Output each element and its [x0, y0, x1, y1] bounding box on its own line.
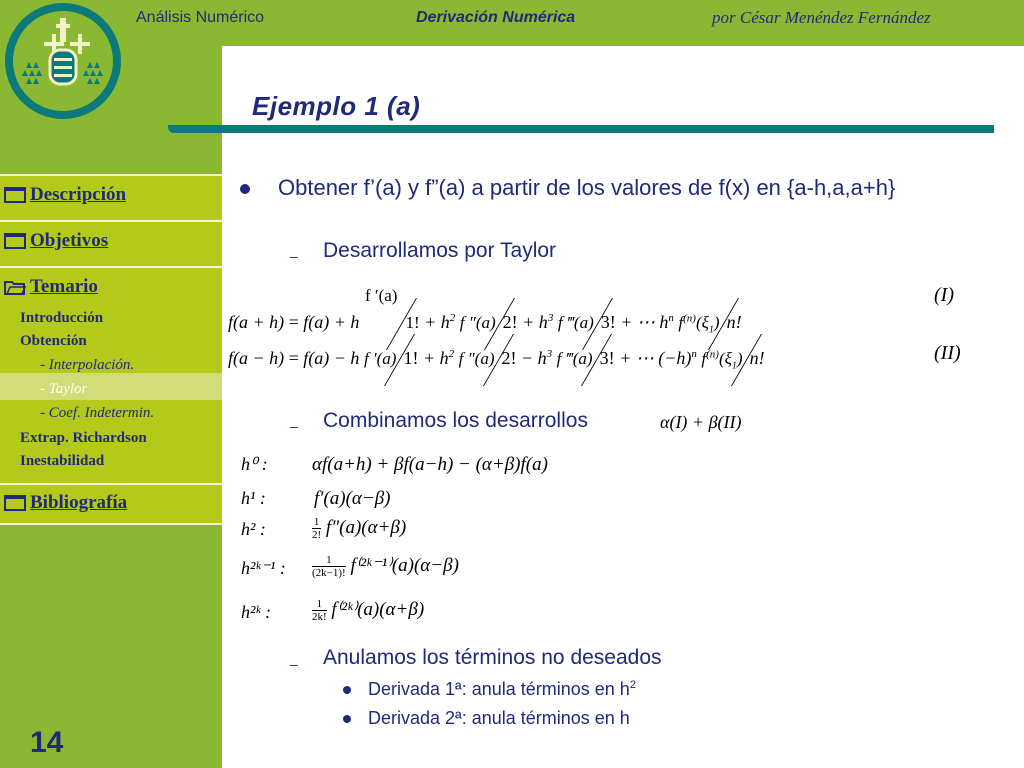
derivada-1-superscript: 2	[629, 679, 636, 691]
title-underline	[168, 125, 994, 133]
slide-box-icon	[4, 233, 26, 249]
equation-taylor-plus: f(a + h) = f(a) + h f ′(a) 1! + $h^2$ f ″(a) 2! + $h^3$ f ‴(a) 3! + ⋯ $h^n$ $f^{(n)}(\xi_1)$ n!	[228, 268, 742, 380]
coef-h0-value: αf(a+h) + βf(a−h) − (α+β)f(a)	[312, 454, 548, 475]
equation-label-i: (I)	[934, 284, 954, 306]
temario-taylor[interactable]: - Taylor	[40, 381, 88, 397]
slide-box-icon	[4, 187, 26, 203]
bullet-main	[240, 174, 985, 201]
slide-title: Ejemplo 1 (a)	[252, 91, 421, 121]
equation-combination: α(I) + β(II)	[660, 412, 742, 432]
dash-icon: –	[290, 418, 298, 434]
derivada-2-text: Derivada 2ª: anula términos en h	[368, 708, 630, 728]
menu-item-label: Bibliografía	[30, 492, 128, 513]
menu-item-descripcion[interactable]	[4, 184, 126, 206]
dash-icon: –	[290, 656, 298, 672]
topic-title: Derivación Numérica	[416, 9, 576, 26]
derivada-1-text: Derivada 1ª: anula términos en h	[368, 679, 630, 699]
bullet-icon	[240, 184, 250, 194]
coef-h1-label: h¹ :	[241, 488, 266, 508]
coef-h0-label: h⁰ :	[241, 454, 268, 474]
menu-item-bibliografia[interactable]	[4, 492, 127, 514]
temario-extrap-richardson[interactable]: Extrap. Richardson	[20, 430, 147, 446]
menu-divider	[0, 266, 222, 268]
menu-divider	[0, 220, 222, 222]
page-number: 14	[30, 726, 64, 759]
author-credit: por César Menéndez Fernández	[712, 8, 931, 27]
subbullet-anulamos: Anulamos los términos no deseados	[323, 646, 662, 669]
coef-h2-label: h² :	[241, 519, 266, 539]
coef-h2-row: $\frac{1}{2!}$ f″(a)(α+β)	[312, 516, 407, 541]
coef-h2k1-value: f⁽²ᵏ⁻¹⁾(a)(α−β)	[350, 555, 459, 576]
bullet-icon	[343, 715, 351, 723]
subbullet-taylor: Desarrollamos por Taylor	[323, 239, 557, 262]
course-title: Análisis Numérico	[136, 9, 265, 26]
subbullet-combinamos: Combinamos los desarrollos	[323, 409, 588, 432]
equation-label-ii: (II)	[934, 342, 961, 364]
menu-divider	[0, 523, 222, 525]
coef-h2k1-row: $\frac{1}{(2k-1)!}$ f⁽²ᵏ⁻¹⁾(a)(α−β)	[312, 554, 459, 580]
open-folder-icon	[4, 279, 26, 295]
temario-inestabilidad[interactable]: Inestabilidad	[20, 453, 105, 469]
menu-item-objetivos[interactable]	[4, 230, 108, 252]
slide-box-icon	[4, 495, 26, 511]
temario-coef-indetermin[interactable]: - Coef. Indetermin.	[40, 405, 155, 421]
bullet-text: Obtener f’(a) y f”(a) a partir de los valores de f(x) en {a-h,a,a+h}	[278, 175, 896, 200]
coef-h2k-row: $\frac{1}{2k!}$ f⁽²ᵏ⁾(a)(α+β)	[312, 598, 425, 624]
menu-divider	[0, 483, 222, 485]
menu-item-label: Temario	[30, 276, 98, 297]
coef-h2k-label: h²ᵏ :	[241, 602, 271, 622]
menu-item-label: Descripción	[30, 184, 127, 205]
temario-interpolacion[interactable]: - Interpolación.	[40, 357, 135, 373]
menu-divider	[0, 174, 222, 176]
temario-obtencion[interactable]: Obtención	[20, 333, 87, 349]
menu-item-label: Objetivos	[30, 230, 109, 251]
derivada-1-item	[368, 679, 636, 700]
coef-h2k1-label: h²ᵏ⁻¹ :	[241, 558, 286, 578]
menu-item-temario[interactable]	[4, 276, 98, 298]
coef-h2k-value: f⁽²ᵏ⁾(a)(α+β)	[331, 599, 425, 620]
menu-highlight	[0, 373, 222, 400]
university-seal-logo	[4, 2, 122, 120]
coef-h2-value: f″(a)(α+β)	[325, 516, 407, 538]
coef-h1-value: f′(a)(α−β)	[314, 488, 391, 509]
derivada-2-item	[368, 708, 630, 729]
equation-taylor-minus: f(a − h) = f(a) − h f ′(a) 1! + $h^2$ f ″(a) 2! − $h^3$ f ‴(a) 3! + ⋯ $(-h)^n$ $f^{(n)}(\xi_1)$ n!	[228, 326, 765, 394]
temario-introduccion[interactable]: Introducción	[20, 310, 104, 326]
bullet-icon	[343, 686, 351, 694]
dash-icon: –	[290, 248, 298, 264]
